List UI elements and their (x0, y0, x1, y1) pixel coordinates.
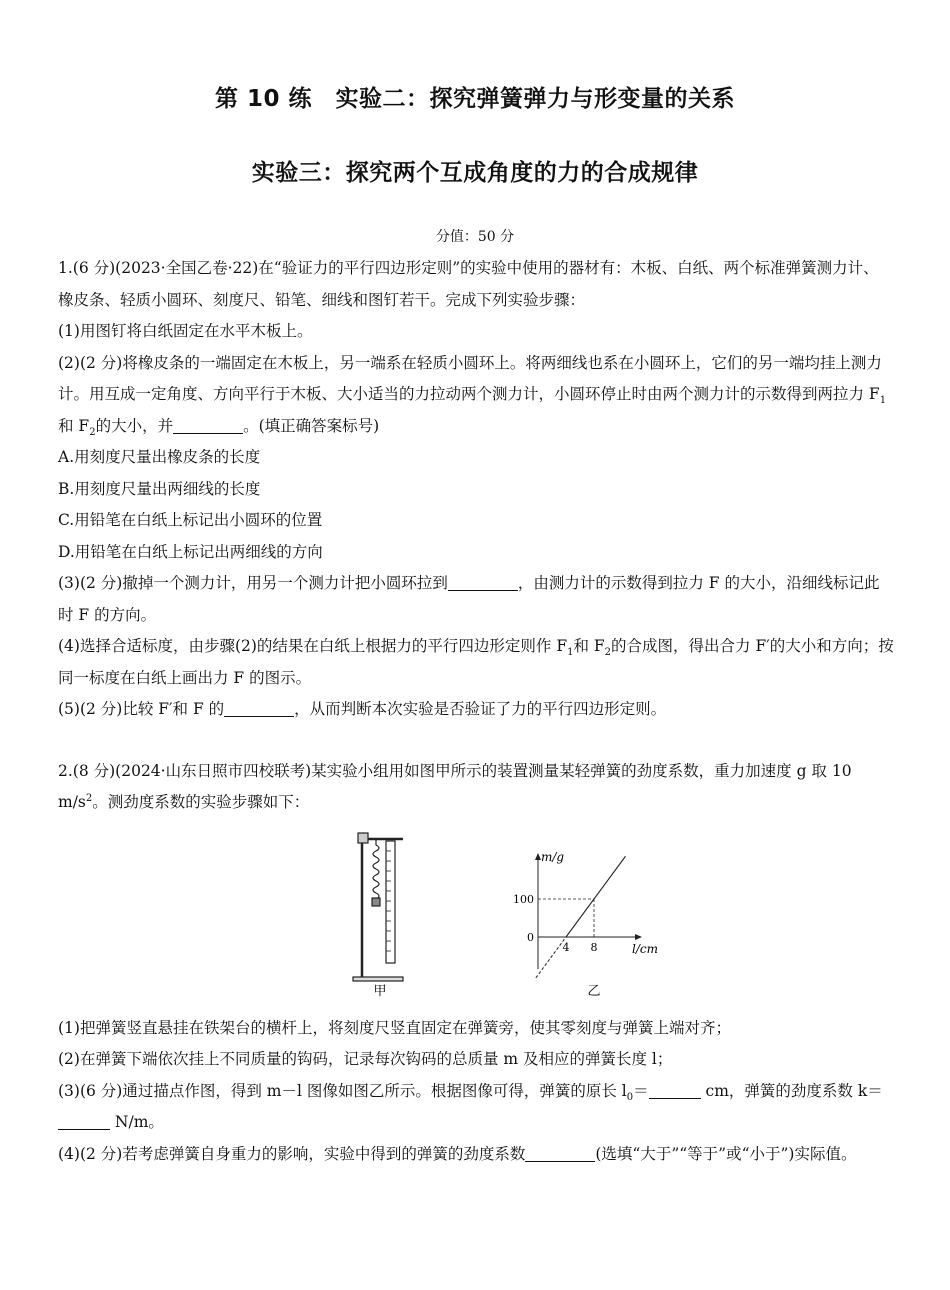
q2-step4: (4)(2 分)若考虑弹簧自身重力的影响，实验中得到的弹簧的劲度系数 (选填“大于”“等于”或“小于”)实际值。 (58, 1144, 857, 1163)
q2-step3: (3)(6 分)通过描点作图，得到 m－l 图像如图乙所示。根据图像可得，弹簧的原长 $l_0=$ cm，弹簧的劲度系数 k＝ N/m。 (58, 1081, 883, 1131)
page-subtitle: 实验三：探究两个互成角度的力的合成规律 (251, 160, 699, 186)
question-content (58, 253, 894, 1170)
stand-base (353, 977, 403, 981)
x-axis-arrow (635, 934, 642, 940)
answer-blank[interactable] (224, 698, 294, 717)
page-title: 第 10 练 实验二：探究弹簧弹力与形变量的关系 (214, 86, 736, 112)
tick-label-8: 8 (590, 940, 598, 954)
series-line (566, 856, 626, 937)
q1-step1: (1)用图钉将白纸固定在水平木板上。 (58, 322, 313, 340)
label-yi: 乙 (587, 983, 601, 999)
y-axis-label: m/g (541, 849, 565, 864)
ruler (386, 841, 395, 963)
clamp (358, 833, 368, 843)
q1-step4: (4)选择合适标度，由步骤(2)的结果在白纸上根据力的平行四边形定则作 $F_1$和 $F_2$的合成图，得出合力 F′的大小和方向；按同一标度在白纸上画出力 F 的图示。 (58, 637, 894, 687)
q1-option-a: A.用刻度尺量出橡皮条的长度 (58, 448, 261, 466)
spring (373, 839, 379, 904)
q1-step5: (5)(2 分)比较 F′和 F 的 ，从而判断本次实验是否验证了力的平行四边形定则。 (58, 700, 667, 718)
answer-blank[interactable] (173, 415, 243, 434)
q1-step2: (2)(2 分)将橡皮条的一端固定在木板上，另一端系在轻质小圆环上。将两细线也系在小圆环上，它们的另一端均挂上测力计。用互成一定角度、方向平行于木板、大小适当的力拉动两个测力计，小圆环停止时由两个测力计的示数得到两拉力 $F_1$和 $F_2$的大小，并 。(填正确答案标号) (58, 353, 887, 438)
figure-area (58, 829, 894, 1007)
q1-option-d: D.用铅笔在白纸上标记出两细线的方向 (58, 542, 323, 561)
score-label: 分值：50 分 (435, 229, 515, 245)
q2-stem: 2.(8 分)(2024·山东日照市四校联考)某实验小组用如图甲所示的装置测量某轻弹簧的劲度系数，重力加速度 g 取 10 $m/s^2$。测劲度系数的实验步骤如下： (58, 761, 852, 811)
x-axis-label: l/cm (632, 941, 658, 956)
answer-blank[interactable] (58, 1111, 110, 1130)
answer-blank[interactable] (448, 572, 518, 591)
ruler-ticks (386, 851, 391, 951)
q1-option-c: C.用铅笔在白纸上标记出小圆环的位置 (58, 511, 323, 529)
q2-step1: (1)把弹簧竖直悬挂在铁架台的横杆上，将刻度尺竖直固定在弹簧旁，使其零刻度与弹簧上端对齐； (58, 1018, 731, 1037)
m-l-graph (513, 850, 658, 978)
label-jia: 甲 (373, 983, 387, 999)
tick-label-4: 4 (562, 940, 570, 954)
q1-step3: (3)(2 分)撤掉一个测力计，用另一个测力计把小圆环拉到 ，由测力计的示数得到拉力 F 的大小，沿细线标记此时 F 的方向。 (58, 574, 880, 624)
q1-option-b: B.用刻度尺量出两细线的长度 (58, 479, 261, 498)
tick-label-100: 100 (513, 892, 534, 906)
q1-stem: 1.(6 分)(2023·全国乙卷·22)在“验证力的平行四边形定则”的实验中使用的器材有：木板、白纸、两个标准弹簧测力计、橡皮条、轻质小圆环、刻度尺、铅笔、细线和图钉若干。完成下列实验步骤： (58, 259, 879, 309)
hook-weight (372, 898, 380, 906)
series-line-extension (536, 937, 566, 978)
answer-blank[interactable] (649, 1080, 701, 1099)
figure-svg (348, 829, 668, 999)
answer-blank[interactable] (525, 1143, 595, 1162)
tick-label-0: 0 (527, 930, 534, 944)
apparatus-diagram (353, 833, 403, 981)
q2-step2: (2)在弹簧下端依次挂上不同质量的钩码，记录每次钩码的总质量 m 及相应的弹簧长度 l； (58, 1050, 673, 1068)
